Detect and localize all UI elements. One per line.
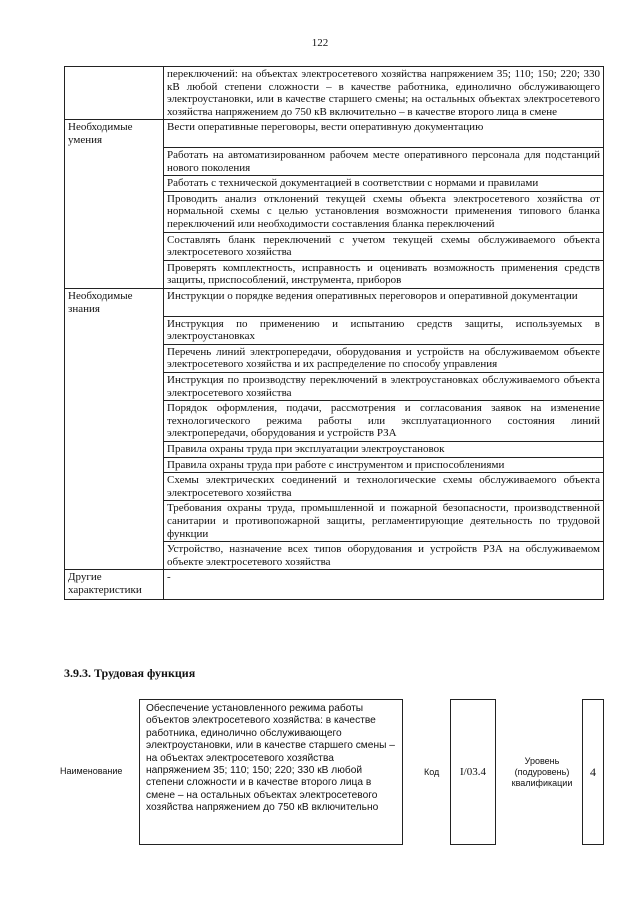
table-row: [65, 120, 604, 148]
table-row: [65, 232, 604, 260]
table-row: [65, 401, 604, 442]
row-text: Схемы электрических соединений и технологические схемы обслуживаемого объекта электросетевого хозяйства: [164, 473, 604, 501]
table-row: [65, 442, 604, 458]
row-label: [65, 148, 164, 176]
row-text: Порядок оформления, подачи, рассмотрения и согласования заявок на изменение технологического режима работы или эксплуатационного состояния линий электропередачи, оборудования и устройств РЗА: [164, 401, 604, 442]
row-text: Работать на автоматизированном рабочем месте оперативного персонала для подстанций нового поколения: [164, 148, 604, 176]
row-label: [65, 501, 164, 542]
table-row: [65, 316, 604, 344]
row-label: [65, 191, 164, 232]
table-row: [65, 570, 604, 600]
row-text: Правила охраны труда при работе с инструментом и приспособлениями: [164, 457, 604, 473]
row-text: Инструкция по производству переключений в электроустановках обслуживаемого объекта электросетевого хозяйства: [164, 373, 604, 401]
level-value-box: 4: [582, 699, 604, 845]
row-text: Требования охраны труда, промышленной и пожарной безопасности, производственной санитарии и противопожарной защиты, регламентирующие деятельность по трудовой функции: [164, 501, 604, 542]
page-number: 122: [311, 37, 329, 49]
code-value-box: I/03.4: [450, 699, 496, 845]
code-label: Код: [424, 767, 440, 777]
row-label: [65, 401, 164, 442]
row-text: -: [164, 570, 604, 600]
row-text: Проверять комплектность, исправность и оценивать возможность применения средств защиты, приспособлений, инструмента, приборов: [164, 260, 604, 288]
table-row: [65, 344, 604, 372]
row-label: Необходимые знания: [65, 289, 164, 317]
row-label: [65, 316, 164, 344]
row-label: [65, 473, 164, 501]
row-label: [65, 67, 164, 120]
row-text: Составлять бланк переключений с учетом текущей схемы обслуживаемого объекта электросетевого хозяйства: [164, 232, 604, 260]
row-label: [65, 344, 164, 372]
name-label: Наименование: [60, 766, 123, 776]
table-row: [65, 67, 604, 120]
table-row: [65, 457, 604, 473]
row-label: Необходимые умения: [65, 120, 164, 148]
function-name-box: Обеспечение установленного режима работы объектов электросетевого хозяйства: в качестве работника, единолично обслуживающего электроустановки, или в качестве старшего смены – на объектах электросетевого хозяйства напряжением 35; 110; 150; 220; 330 кВ любой степени сложности и в качестве второго лица в смене – на остальных объектах электросетевого хозяйства напряжением до 750 кВ включительно: [139, 699, 403, 845]
row-label: Другие характеристики: [65, 570, 164, 600]
row-label: [65, 373, 164, 401]
table-row: [65, 148, 604, 176]
row-label: [65, 176, 164, 192]
requirements-table: [64, 66, 604, 600]
row-text: Правила охраны труда при эксплуатации электроустановок: [164, 442, 604, 458]
table-row: [65, 542, 604, 570]
table-row: [65, 373, 604, 401]
row-text: Перечень линий электропередачи, оборудования и устройств на обслуживаемом объекте электросетевого хозяйства и их распределение по способу управления: [164, 344, 604, 372]
level-label: Уровень (подуровень) квалификации: [511, 756, 573, 788]
table-row: [65, 191, 604, 232]
table-row: [65, 289, 604, 317]
row-label: [65, 457, 164, 473]
row-text: Устройство, назначение всех типов оборудования и устройств РЗА на обслуживаемом объекте электросетевого хозяйства: [164, 542, 604, 570]
row-text: Работать с технической документацией в соответствии с нормами и правилами: [164, 176, 604, 192]
table-row: [65, 501, 604, 542]
row-text: Проводить анализ отклонений текущей схемы объекта электросетевого хозяйства от нормальной схемы с целью установления возможности применения типового бланка переключений или необходимости составления бланка переключений: [164, 191, 604, 232]
row-label: [65, 232, 164, 260]
row-label: [65, 442, 164, 458]
row-label: [65, 542, 164, 570]
row-text: переключений: на объектах электросетевого хозяйства напряжением 35; 110; 150; 220; 330 кВ любой степени сложности – в качестве работника, единолично обслуживающего электроустановки, или в качестве старшего смены; на остальных объектах электросетевого хозяйства напряжением до 750 кВ включительно – в качестве второго лица в смене: [164, 67, 604, 120]
table-row: [65, 473, 604, 501]
table-row: [65, 260, 604, 288]
table-row: [65, 176, 604, 192]
row-text: Инструкция по применению и испытанию средств защиты, используемых в электроустановках: [164, 316, 604, 344]
section-title: 3.9.3. Трудовая функция: [64, 666, 196, 680]
row-text: Инструкции о порядке ведения оперативных переговоров и оперативной документации: [164, 289, 604, 317]
row-text: Вести оперативные переговоры, вести оперативную документацию: [164, 120, 604, 148]
row-label: [65, 260, 164, 288]
